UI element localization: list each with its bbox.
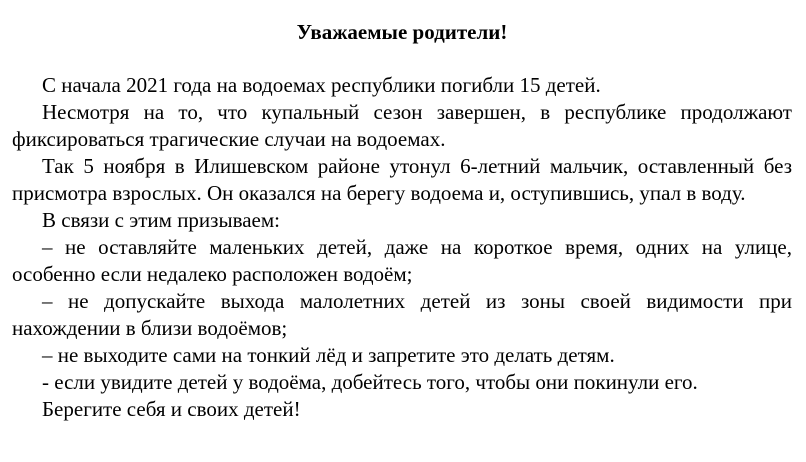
- list-item-thin-ice: – не выходите сами на тонкий лёд и запретите это делать детям.: [42, 343, 615, 367]
- paragraph-season-ended: Несмотря на то, что купальный сезон завершен, в республике продолжают фиксироваться трагические случаи на водоемах.: [12, 100, 792, 151]
- paragraph-closing: Берегите себя и своих детей!: [42, 397, 301, 421]
- list-item-remove-from-water: - если увидите детей у водоёма, добейтесь того, чтобы они покинули его.: [42, 370, 698, 394]
- paragraph-statistics: С начала 2021 года на водоемах республики погибли 15 детей.: [42, 73, 601, 97]
- document-body: [12, 72, 792, 423]
- paragraph-appeal-intro: В связи с этим призываем:: [42, 208, 280, 232]
- paragraph-incident: Так 5 ноября в Илишевском районе утонул 6-летний мальчик, оставленный без присмотра взрослых. Он оказался на берегу водоема и, оступившись, упал в воду.: [12, 154, 792, 205]
- list-item-keep-in-sight: – не допускайте выхода малолетних детей из зоны своей видимости при нахождении в близи водоёмов;: [12, 289, 792, 340]
- document-title: Уважаемые родители!: [296, 20, 508, 44]
- list-item-supervise-children: – не оставляйте маленьких детей, даже на короткое время, одних на улице, особенно если недалеко расположен водоём;: [12, 235, 792, 286]
